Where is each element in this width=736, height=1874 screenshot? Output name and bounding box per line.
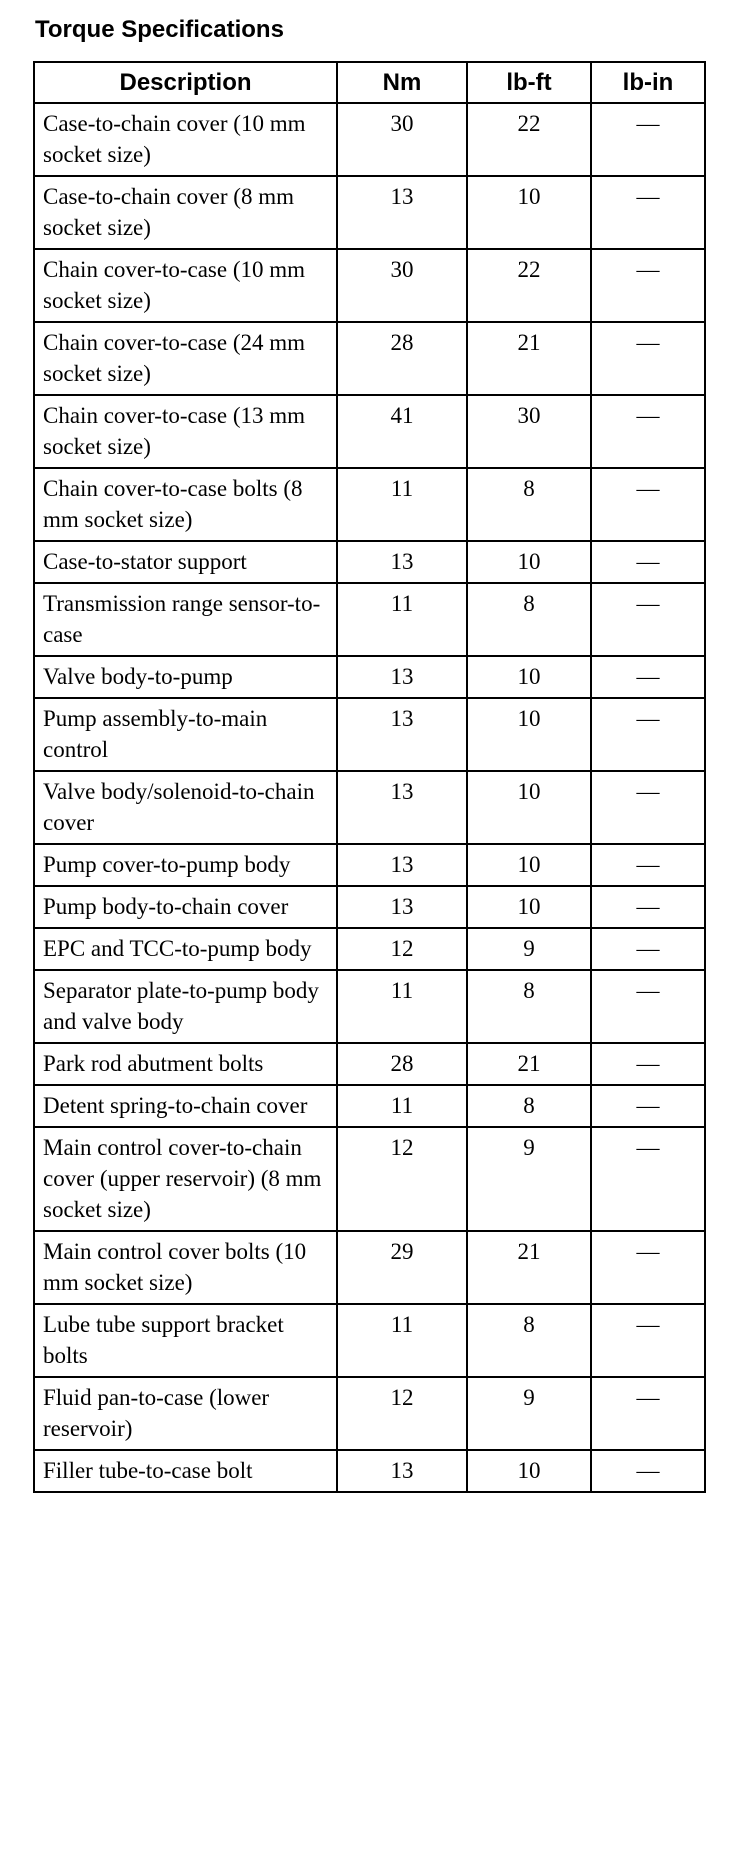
cell-lb-ft: 10: [467, 176, 591, 249]
cell-nm: 13: [337, 698, 467, 771]
table-row: [34, 1043, 705, 1085]
cell-lb-in: —: [591, 1377, 705, 1450]
cell-lb-in: —: [591, 1085, 705, 1127]
cell-nm: 30: [337, 103, 467, 176]
table-row: [34, 176, 705, 249]
table-row: [34, 1231, 705, 1304]
cell-description: Lube tube support bracket bolts: [34, 1304, 337, 1377]
table-row: [34, 1085, 705, 1127]
header-nm: Nm: [337, 62, 467, 103]
cell-description: Case-to-stator support: [34, 541, 337, 583]
cell-lb-in: —: [591, 771, 705, 844]
cell-lb-ft: 8: [467, 1085, 591, 1127]
table-row: [34, 1377, 705, 1450]
cell-nm: 11: [337, 1085, 467, 1127]
cell-lb-in: —: [591, 1231, 705, 1304]
cell-nm: 11: [337, 970, 467, 1043]
cell-lb-ft: 10: [467, 886, 591, 928]
cell-lb-in: —: [591, 541, 705, 583]
table-row: [34, 844, 705, 886]
cell-lb-in: —: [591, 928, 705, 970]
cell-description: Park rod abutment bolts: [34, 1043, 337, 1085]
cell-nm: 11: [337, 1304, 467, 1377]
cell-description: Pump body-to-chain cover: [34, 886, 337, 928]
cell-description: Fluid pan-to-case (lower reservoir): [34, 1377, 337, 1450]
cell-lb-ft: 22: [467, 249, 591, 322]
table-row: [34, 541, 705, 583]
cell-description: Chain cover-to-case (24 mm socket size): [34, 322, 337, 395]
cell-lb-in: —: [591, 844, 705, 886]
table-header-row: [34, 62, 705, 103]
table-row: [34, 886, 705, 928]
cell-nm: 12: [337, 1377, 467, 1450]
cell-lb-in: —: [591, 322, 705, 395]
cell-lb-in: —: [591, 468, 705, 541]
cell-description: Chain cover-to-case (10 mm socket size): [34, 249, 337, 322]
table-row: [34, 103, 705, 176]
table-row: [34, 928, 705, 970]
cell-nm: 28: [337, 1043, 467, 1085]
cell-lb-ft: 8: [467, 583, 591, 656]
cell-lb-ft: 10: [467, 656, 591, 698]
cell-lb-ft: 10: [467, 844, 591, 886]
cell-description: Case-to-chain cover (8 mm socket size): [34, 176, 337, 249]
table-row: [34, 468, 705, 541]
cell-description: Chain cover-to-case bolts (8 mm socket size): [34, 468, 337, 541]
table-row: [34, 771, 705, 844]
cell-lb-in: —: [591, 1127, 705, 1231]
table-row: [34, 698, 705, 771]
cell-description: Detent spring-to-chain cover: [34, 1085, 337, 1127]
cell-description: Chain cover-to-case (13 mm socket size): [34, 395, 337, 468]
table-row: [34, 1450, 705, 1492]
cell-lb-ft: 30: [467, 395, 591, 468]
cell-nm: 13: [337, 176, 467, 249]
cell-nm: 13: [337, 771, 467, 844]
cell-lb-ft: 8: [467, 468, 591, 541]
cell-lb-ft: 10: [467, 771, 591, 844]
table-row: [34, 1127, 705, 1231]
cell-description: Pump assembly-to-main control: [34, 698, 337, 771]
cell-lb-in: —: [591, 395, 705, 468]
cell-nm: 28: [337, 322, 467, 395]
table-row: [34, 1304, 705, 1377]
cell-description: Transmission range sensor-to-case: [34, 583, 337, 656]
cell-nm: 12: [337, 1127, 467, 1231]
cell-nm: 30: [337, 249, 467, 322]
cell-lb-ft: 10: [467, 1450, 591, 1492]
cell-description: Valve body-to-pump: [34, 656, 337, 698]
header-description: Description: [34, 62, 337, 103]
cell-lb-in: —: [591, 970, 705, 1043]
header-lb-ft: lb-ft: [467, 62, 591, 103]
cell-description: Separator plate-to-pump body and valve body: [34, 970, 337, 1043]
table-row: [34, 970, 705, 1043]
table-row: [34, 249, 705, 322]
table-row: [34, 395, 705, 468]
cell-lb-ft: 8: [467, 1304, 591, 1377]
cell-nm: 41: [337, 395, 467, 468]
cell-lb-in: —: [591, 176, 705, 249]
table-row: [34, 656, 705, 698]
cell-description: Valve body/solenoid-to-chain cover: [34, 771, 337, 844]
cell-lb-ft: 8: [467, 970, 591, 1043]
cell-lb-in: —: [591, 583, 705, 656]
cell-nm: 13: [337, 541, 467, 583]
cell-lb-ft: 22: [467, 103, 591, 176]
cell-lb-in: —: [591, 1304, 705, 1377]
cell-lb-ft: 9: [467, 928, 591, 970]
cell-description: Pump cover-to-pump body: [34, 844, 337, 886]
cell-lb-in: —: [591, 1043, 705, 1085]
cell-lb-in: —: [591, 103, 705, 176]
cell-nm: 13: [337, 1450, 467, 1492]
cell-lb-ft: 9: [467, 1377, 591, 1450]
cell-nm: 11: [337, 583, 467, 656]
cell-nm: 13: [337, 844, 467, 886]
cell-description: Case-to-chain cover (10 mm socket size): [34, 103, 337, 176]
cell-description: Filler tube-to-case bolt: [34, 1450, 337, 1492]
page-title: Torque Specifications: [35, 16, 284, 43]
cell-lb-ft: 10: [467, 698, 591, 771]
cell-lb-ft: 21: [467, 1231, 591, 1304]
cell-description: Main control cover-to-chain cover (upper reservoir) (8 mm socket size): [34, 1127, 337, 1231]
cell-lb-ft: 9: [467, 1127, 591, 1231]
cell-nm: 11: [337, 468, 467, 541]
cell-nm: 29: [337, 1231, 467, 1304]
cell-lb-ft: 10: [467, 541, 591, 583]
cell-nm: 12: [337, 928, 467, 970]
table-body: [34, 103, 705, 1492]
cell-lb-ft: 21: [467, 322, 591, 395]
cell-lb-in: —: [591, 249, 705, 322]
cell-lb-in: —: [591, 886, 705, 928]
cell-lb-in: —: [591, 1450, 705, 1492]
cell-lb-ft: 21: [467, 1043, 591, 1085]
cell-description: Main control cover bolts (10 mm socket size): [34, 1231, 337, 1304]
table-row: [34, 583, 705, 656]
cell-description: EPC and TCC-to-pump body: [34, 928, 337, 970]
cell-nm: 13: [337, 886, 467, 928]
torque-spec-table: [33, 61, 706, 1493]
cell-nm: 13: [337, 656, 467, 698]
table-row: [34, 322, 705, 395]
cell-lb-in: —: [591, 656, 705, 698]
cell-lb-in: —: [591, 698, 705, 771]
header-lb-in: lb-in: [591, 62, 705, 103]
